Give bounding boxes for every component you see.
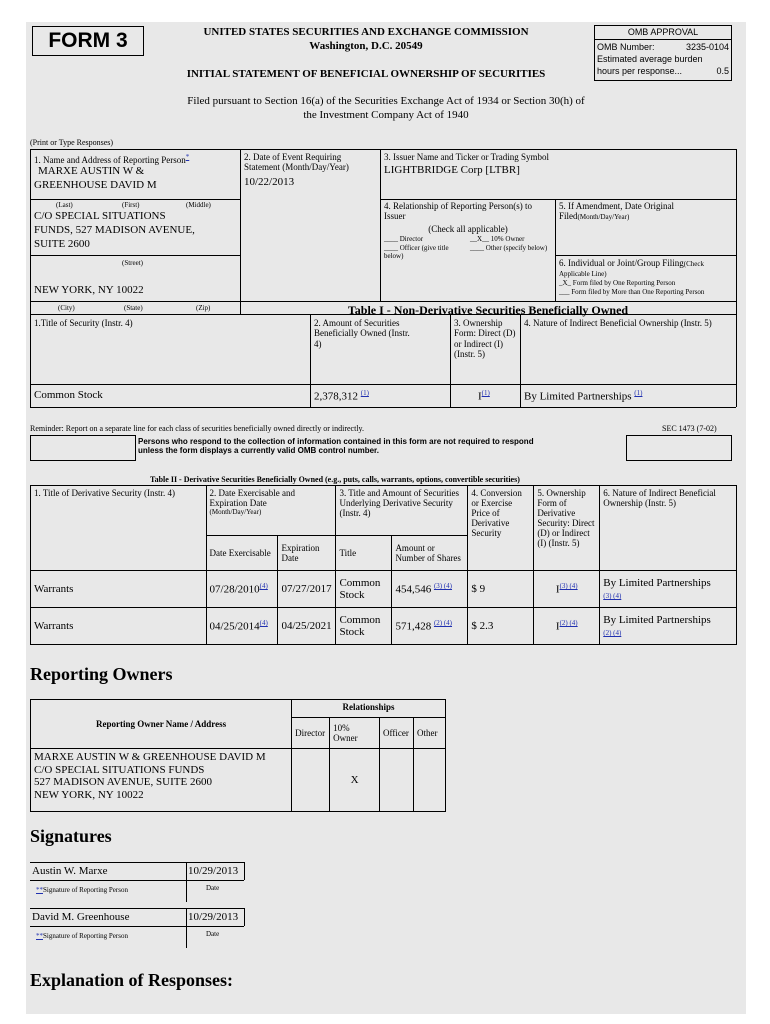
director-option: ____ Director [384, 235, 424, 243]
table2-header-underlying: 3. Title and Amount of Securities Underlying Derivative Security (Instr. 4) [336, 486, 468, 536]
event-date: 10/22/2013 [244, 176, 295, 188]
table2-sub-date-exercisable: Date Exercisable [206, 535, 278, 570]
signature-date: 10/29/2013 [188, 911, 239, 923]
omb-hours-value: 0.5 [716, 66, 729, 76]
derivative-nature: By Limited Partnerships (3) (4) [600, 571, 737, 608]
underlying-amount: 571,428 $^{(2) (4)}$ [392, 608, 468, 645]
derivative-title: Warrants [31, 571, 207, 608]
form-page [26, 22, 746, 1014]
exercise-price: $ 2.3 [468, 608, 534, 645]
footnote-link[interactable]: (2) (4) [559, 619, 578, 628]
multiple-reporting-persons-option: ___ Form filed by More than One Reporting Person [559, 288, 705, 296]
date-label: Date [206, 884, 220, 892]
filed-pursuant-line2: the Investment Company Act of 1940 [303, 109, 469, 121]
table2-sub-expiration: Expiration Date [278, 535, 336, 570]
owner-name-address: MARXE AUSTIN W & GREENHOUSE DAVID M C/O SPECIAL SITUATIONS FUNDS 527 MADISON AVENUE, SUITE 2600 NEW YORK, NY 10022 [31, 749, 292, 812]
footnote-link[interactable]: (4) [259, 582, 268, 591]
statement-title: INITIAL STATEMENT OF BENEFICIAL OWNERSHIP OF SECURITIES [186, 68, 546, 80]
signature-name: Austin W. Marxe [32, 865, 108, 877]
date-label: Date [206, 930, 220, 938]
table2 [30, 485, 737, 645]
omb-number-value: 3235-0104 [685, 42, 729, 52]
signatures-heading: Signatures [30, 826, 112, 846]
box6-label: 6. Individual or Joint/Group Filing(Check Applicable Line) [559, 258, 704, 278]
relationships-header: Relationships [292, 700, 446, 718]
table-row [31, 608, 737, 645]
derivative-title: Warrants [31, 608, 207, 645]
signature-date: 10/29/2013 [188, 865, 239, 877]
zip-label: (Zip) [196, 304, 211, 312]
table2-header-ownership: 5. Ownership Form of Derivative Security: Direct (D) or Indirect (I) (Instr. 5) [534, 486, 600, 571]
director-header: Director [292, 718, 330, 749]
city-label: (City) [58, 304, 75, 312]
state-label: (State) [124, 304, 143, 312]
sec-form-number: SEC 1473 (7-02) [662, 424, 717, 433]
box1-label: 1. Name and Address of Reporting Person* [34, 153, 190, 165]
reminder-text: Reminder: Report on a separate line for each class of securities beneficially owned directly or indirectly. [30, 424, 365, 433]
officer-cell [380, 749, 414, 812]
address-line2: FUNDS, 527 MADISON AVENUE, [34, 224, 195, 236]
box2-label: 2. Date of Event Requiring Statement (Month/Day/Year) [244, 152, 349, 173]
city-state-zip: NEW YORK, NY 10022 [34, 284, 144, 296]
omb-number-label: OMB Number: [597, 42, 655, 52]
street-label: (Street) [122, 259, 143, 267]
reporting-person-name-line2: GREENHOUSE DAVID M [34, 179, 157, 191]
other-option: ____ Other (specify below) [470, 244, 548, 252]
amount-footnote-link[interactable]: (1) [360, 389, 369, 397]
security-title: Common Stock [34, 389, 103, 401]
omb-approval-box [594, 25, 732, 81]
reminder-right-box [626, 435, 732, 461]
director-cell [292, 749, 330, 812]
footnote-link[interactable]: (3) (4) [433, 582, 453, 591]
omb-title: OMB APPROVAL [595, 26, 731, 40]
signature-name: David M. Greenhouse [32, 911, 130, 923]
agency-location: Washington, D.C. 20549 [309, 40, 423, 52]
table1-header-ownership: 3. Ownership Form: Direct (D) or Indirect (I) (Instr. 5) [454, 318, 516, 360]
filed-pursuant-line1: Filed pursuant to Section 16(a) of the Securities Exchange Act of 1934 or Section 30(h) of [187, 95, 585, 107]
table2-header-nature: 6. Nature of Indirect Beneficial Ownership (Instr. 5) [600, 486, 737, 571]
expiration-date: 07/27/2017 [278, 571, 336, 608]
nature-of-ownership: By Limited Partnerships $^{(1)}$ [524, 389, 643, 403]
check-all-applicable: (Check all applicable) [428, 224, 508, 234]
nature-footnote-link[interactable]: (1) [634, 389, 643, 397]
issuer-name: LIGHTBRIDGE Corp [LTBR] [384, 164, 520, 176]
footnote-link[interactable]: (4) [259, 619, 268, 628]
ten-percent-owner-header: 10% Owner [330, 718, 380, 749]
table2-header-price: 4. Conversion or Exercise Price of Derivative Security [468, 486, 534, 571]
reminder-left-box [30, 435, 136, 461]
other-header: Other [413, 718, 445, 749]
table1-header-amount: 2. Amount of Securities Beneficially Owned (Instr. 4) [314, 318, 410, 349]
reporting-owners-heading: Reporting Owners [30, 664, 173, 684]
derivative-ownership-form: $I^{(2) (4)}$ [534, 608, 600, 645]
address-line3: SUITE 2600 [34, 238, 90, 250]
derivative-ownership-form: $I^{(3) (4)}$ [534, 571, 600, 608]
middle-label: (Middle) [186, 201, 211, 209]
signature-label: **Signature of Reporting Person [36, 886, 128, 894]
footnote-link[interactable]: (2) (4) [603, 629, 622, 637]
table2-header-title: 1. Title of Derivative Security (Instr. 4) [31, 486, 207, 571]
underlying-title: Common Stock [336, 608, 392, 645]
underlying-amount: 454,546 $^{(3) (4)}$ [392, 571, 468, 608]
reporting-owners-table [30, 699, 446, 812]
first-label: (First) [122, 201, 140, 209]
form-number: FORM 3 [48, 29, 128, 52]
form-footnote-link[interactable]: (1) [481, 389, 490, 397]
box1-footnote-link[interactable]: * [185, 153, 190, 161]
exercise-price: $ 9 [468, 571, 534, 608]
omb-hours-label: hours per response... [597, 66, 683, 76]
table2-sub-amount: Amount or Number of Shares [392, 535, 468, 570]
reporting-person-name-line1: MARXE AUSTIN W & [38, 165, 145, 177]
table1-header-title: 1.Title of Security (Instr. 4) [34, 318, 133, 328]
ten-percent-owner-option: __X__ 10% Owner [470, 235, 525, 243]
date-exercisable: 04/25/2014$^{(4)}$ [206, 608, 278, 645]
agency-title: UNITED STATES SECURITIES AND EXCHANGE COMMISSION [203, 26, 529, 38]
table2-header-dates: 2. Date Exercisable and Expiration Date (Month/Day/Year) [206, 486, 336, 536]
form-number-box [32, 26, 144, 56]
table-row [31, 571, 737, 608]
expiration-date: 04/25/2021 [278, 608, 336, 645]
owner-name-header: Reporting Owner Name / Address [31, 700, 292, 749]
print-note: (Print or Type Responses) [30, 138, 114, 147]
officer-header: Officer [380, 718, 414, 749]
officer-option: ____ Officer (give title below) [384, 244, 449, 261]
amount-owned: 2,378,312 $^{(1)}$ [314, 389, 369, 403]
footnote-link[interactable]: (3) (4) [603, 592, 622, 600]
signature-label: **Signature of Reporting Person [36, 932, 128, 940]
box3-label: 3. Issuer Name and Ticker or Trading Symbol [384, 152, 549, 162]
omb-burden-label: Estimated average burden [597, 54, 703, 64]
derivative-nature: By Limited Partnerships (2) (4) [600, 608, 737, 645]
persons-notice: Persons who respond to the collection of information contained in this form are not required to respond unless the form displays a currently valid OMB control number. [138, 437, 534, 456]
table2-title: Table II - Derivative Securities Beneficially Owned (e.g., puts, calls, warrants, options, convertible securities) [150, 475, 520, 484]
other-cell [413, 749, 445, 812]
box4-label: 4. Relationship of Reporting Person(s) to Issuer [384, 201, 532, 222]
table1-title: Table I - Non-Derivative Securities Beneficially Owned [347, 303, 629, 317]
explanation-heading: Explanation of Responses: [30, 970, 234, 990]
last-label: (Last) [56, 201, 73, 209]
signature-footnote-link[interactable]: ** [36, 932, 43, 940]
signature-footnote-link[interactable]: ** [36, 886, 43, 894]
date-exercisable: 07/28/2010$^{(4)}$ [206, 571, 278, 608]
address-line1: C/O SPECIAL SITUATIONS [34, 210, 166, 222]
table1-header-nature: 4. Nature of Indirect Beneficial Ownership (Instr. 5) [524, 318, 712, 328]
footnote-link[interactable]: (3) (4) [559, 582, 578, 591]
ten-percent-owner-cell: X [330, 749, 380, 812]
ownership-form: $I^{(1)}$ [478, 389, 490, 403]
footnote-link[interactable]: (2) (4) [433, 619, 453, 628]
box5-label: 5. If Amendment, Date Original Filed(Month/Day/Year) [559, 201, 674, 222]
underlying-title: Common Stock [336, 571, 392, 608]
table-row [31, 749, 446, 812]
table2-sub-title: Title [336, 535, 392, 570]
one-reporting-person-option: _X_ Form filed by One Reporting Person [559, 279, 676, 287]
